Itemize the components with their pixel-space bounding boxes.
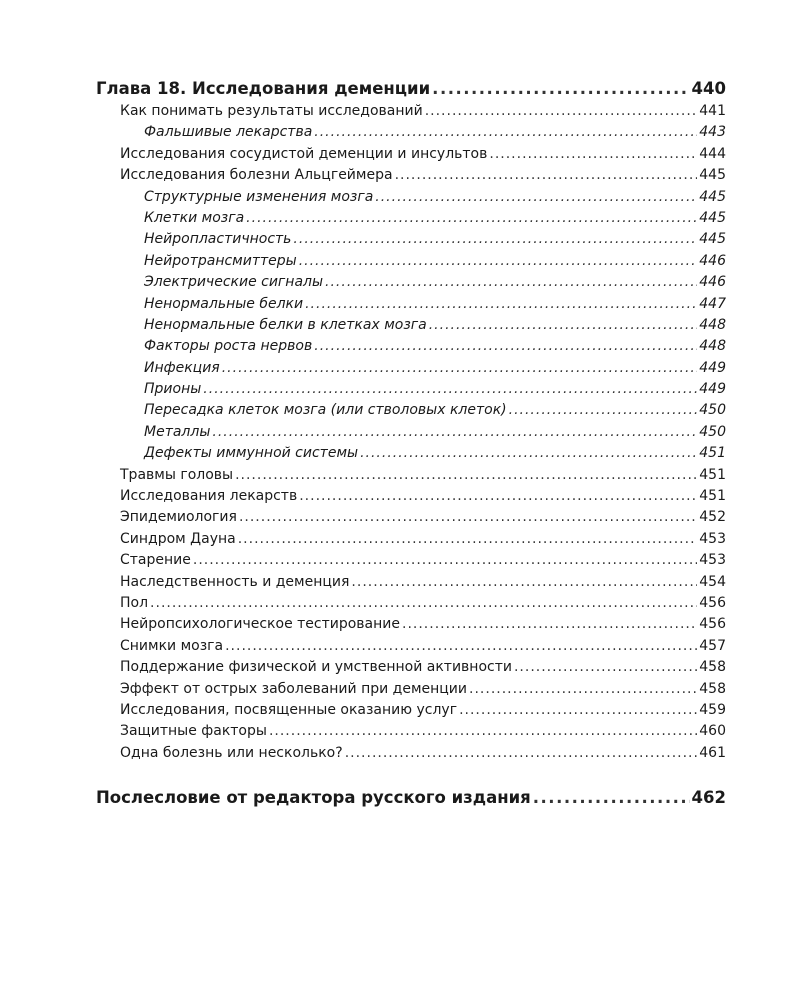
toc-entry-title: Пересадка клеток мозга (или стволовых клеток) (144, 402, 507, 419)
dot-leader (425, 101, 698, 122)
dot-leader (212, 422, 697, 443)
toc-subentry[interactable] (96, 229, 726, 250)
toc-entry[interactable] (96, 144, 726, 165)
toc-page-number: 454 (699, 573, 726, 590)
toc-entry[interactable] (96, 550, 726, 571)
toc-entry-title: Синдром Дауна (120, 530, 236, 547)
dot-leader (305, 294, 697, 315)
toc-page-number: 452 (699, 509, 726, 526)
toc-page-number: 444 (699, 145, 726, 162)
toc-page-number: 446 (699, 252, 726, 269)
dot-leader (469, 679, 697, 700)
dot-leader (314, 122, 697, 143)
dot-leader (269, 721, 697, 742)
toc-entry[interactable] (96, 657, 726, 678)
dot-leader (402, 614, 697, 635)
toc-entry-title: Инфекция (144, 359, 220, 376)
toc-entry-title: Наследственность и деменция (120, 573, 350, 590)
dot-leader (432, 77, 689, 101)
dot-leader (429, 315, 698, 336)
toc-page-number: 450 (699, 423, 726, 440)
toc-subentry[interactable] (96, 379, 726, 400)
toc-subentry[interactable] (96, 272, 726, 293)
toc-page-number: 445 (699, 209, 726, 226)
dot-leader (225, 636, 697, 657)
toc-entry[interactable] (96, 101, 726, 122)
toc-entry-title: Нейропластичность (144, 231, 292, 248)
toc-page-number: 447 (699, 295, 726, 312)
toc-entry[interactable] (96, 700, 726, 721)
dot-leader (293, 229, 697, 250)
toc-page-number: 445 (699, 231, 726, 248)
dot-leader (238, 529, 698, 550)
dot-leader (299, 251, 698, 272)
toc-entry-title: Клетки мозга (144, 209, 245, 226)
toc-page-number: 458 (699, 659, 726, 676)
toc-entry-title: Пол (120, 594, 149, 611)
toc-chapter-heading[interactable] (96, 77, 726, 101)
dot-leader (395, 165, 698, 186)
toc-page-number: 449 (699, 381, 726, 398)
toc-subentry[interactable] (96, 251, 726, 272)
toc-entry[interactable] (96, 743, 726, 764)
toc-entry-title: Факторы роста нервов (144, 338, 313, 355)
toc-subentry[interactable] (96, 443, 726, 464)
toc-entry-title: Снимки мозга (120, 637, 224, 654)
toc-entry-title: Фальшивые лекарства (144, 124, 313, 141)
toc-subentry[interactable] (96, 400, 726, 421)
toc-entry-title: Исследования лекарств (120, 488, 298, 505)
toc-entry-title: Прионы (144, 381, 202, 398)
toc-entry-title: Одна болезнь или несколько? (120, 744, 343, 761)
dot-leader (345, 743, 698, 764)
toc-page-number: 449 (699, 359, 726, 376)
dot-leader (514, 657, 697, 678)
toc-entry-title: Старение (120, 552, 191, 569)
toc-entry[interactable] (96, 679, 726, 700)
dot-leader (239, 507, 697, 528)
toc-page-number: 451 (699, 466, 726, 483)
toc-page-number: 457 (699, 637, 726, 654)
dot-leader (150, 593, 697, 614)
toc-entry[interactable] (96, 486, 726, 507)
toc-entry[interactable] (96, 572, 726, 593)
toc-page-number: 456 (699, 594, 726, 611)
dot-leader (375, 187, 697, 208)
dot-leader (193, 550, 697, 571)
toc-entry-title: Ненормальные белки (144, 295, 304, 312)
dot-leader (509, 400, 698, 421)
toc-page-number: 450 (699, 402, 726, 419)
toc-entry[interactable] (96, 721, 726, 742)
toc-entry-title: Поддержание физической и умственной активности (120, 659, 512, 676)
dot-leader (235, 465, 697, 486)
toc-subentry[interactable] (96, 336, 726, 357)
toc-entry[interactable] (96, 529, 726, 550)
toc-page-number: 456 (699, 616, 726, 633)
toc-entry-title: Дефекты иммунной системы (144, 445, 359, 462)
toc-entry-title: Ненормальные белки в клетках мозга (144, 316, 427, 333)
toc-page-number: 451 (699, 445, 726, 462)
toc-subentry[interactable] (96, 187, 726, 208)
toc-entry-title: Глава 18. Исследования деменции (96, 79, 431, 98)
toc-subentry[interactable] (96, 208, 726, 229)
toc-entry-title: Как понимать результаты исследований (120, 103, 423, 119)
toc-entry-title: Послесловие от редактора русского издания (96, 788, 531, 808)
toc-entry[interactable] (96, 614, 726, 635)
toc-entry[interactable] (96, 636, 726, 657)
dot-leader (314, 336, 697, 357)
toc-entry-title: Защитные факторы (120, 723, 267, 740)
toc-entry-title: Электрические сигналы (144, 274, 324, 291)
toc-entry-title: Исследования сосудистой деменции и инсультов (120, 145, 488, 162)
toc-entry-title: Структурные изменения мозга (144, 188, 374, 205)
dot-leader (533, 786, 690, 810)
dot-leader (222, 358, 698, 379)
toc-page-number: 451 (699, 488, 726, 505)
toc-page-number: 446 (699, 274, 726, 291)
toc-subentry[interactable] (96, 294, 726, 315)
dot-leader (489, 144, 697, 165)
toc-page-number: 441 (699, 103, 726, 119)
toc-page-number: 453 (699, 552, 726, 569)
toc-page-number: 445 (699, 167, 726, 184)
toc-page-number: 462 (691, 788, 726, 808)
dot-leader (351, 572, 697, 593)
toc-entry-title: Исследования болезни Альцгеймера (120, 167, 393, 184)
toc-entry-title: Эпидемиология (120, 509, 237, 526)
toc-entry-title: Исследования, посвященные оказанию услуг (120, 701, 458, 718)
toc-page-number: 459 (699, 701, 726, 718)
toc-entry-title: Эффект от острых заболеваний при деменции (120, 680, 468, 697)
dot-leader (203, 379, 697, 400)
toc-page-number: 443 (699, 124, 726, 141)
toc-entry-title: Нейротрансмиттеры (144, 252, 297, 269)
toc-entry[interactable] (96, 593, 726, 614)
toc-entry[interactable] (96, 507, 726, 528)
toc-entry-title: Нейропсихологическое тестирование (120, 616, 400, 633)
dot-leader (459, 700, 697, 721)
toc-entry-title: Травмы головы (120, 466, 234, 483)
toc-entry-title: Металлы (144, 423, 211, 440)
toc-subentry[interactable] (96, 315, 726, 336)
section-spacer (96, 764, 726, 786)
toc-subentry[interactable] (96, 422, 726, 443)
toc-page-number: 458 (699, 680, 726, 697)
toc-page-number: 445 (699, 188, 726, 205)
toc-entry[interactable] (96, 465, 726, 486)
toc-subentry[interactable] (96, 358, 726, 379)
dot-leader (360, 443, 697, 464)
toc-page-number: 460 (699, 723, 726, 740)
toc-page-number: 440 (691, 79, 726, 98)
dot-leader (246, 208, 697, 229)
toc-page-number: 461 (699, 744, 726, 761)
toc-subentry[interactable] (96, 122, 726, 143)
dot-leader (299, 486, 697, 507)
toc-entry[interactable] (96, 165, 726, 186)
toc-page-number: 448 (699, 316, 726, 333)
toc-page-number: 448 (699, 338, 726, 355)
toc-afterword-heading[interactable] (96, 786, 726, 810)
dot-leader (325, 272, 697, 293)
toc-page-number: 453 (699, 530, 726, 547)
table-of-contents (96, 77, 726, 810)
